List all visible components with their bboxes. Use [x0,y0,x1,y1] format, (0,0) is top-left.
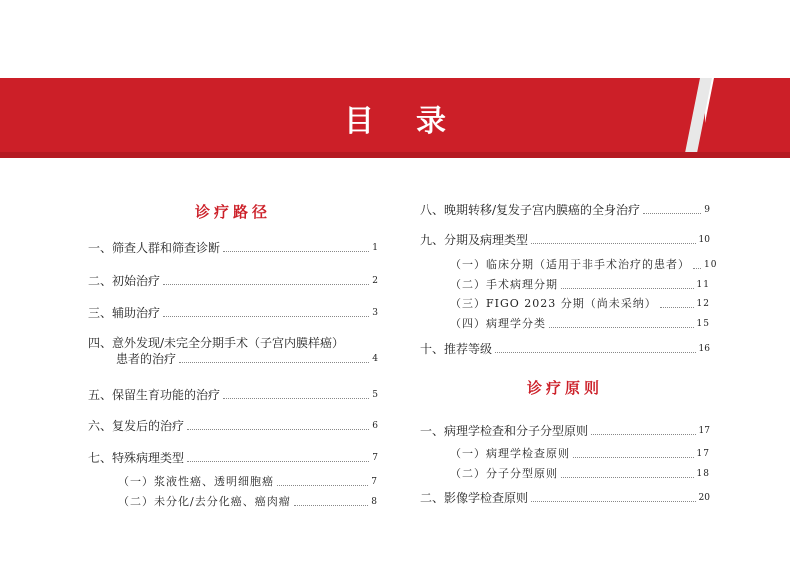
dot-leader [163,284,369,285]
dot-leader [294,505,369,506]
toc-subentry[interactable]: （一）临床分期（适用于非手术治疗的患者） 10 [450,258,718,271]
toc-subentry[interactable]: （三）FIGO 2023 分期（尚未采纳） 12 [450,297,710,310]
toc-entry[interactable]: 十、推荐等级 16 [420,342,710,356]
title-banner [0,78,790,158]
page-title: 目录 [344,104,488,139]
page-number: 16 [698,344,710,354]
toc-subentry[interactable]: （二）分子分型原则 18 [450,467,710,480]
page-number: 10 [704,260,718,270]
toc-subentry[interactable]: （四）病理学分类 15 [450,317,710,330]
dot-leader [495,352,696,353]
page-number: 4 [372,354,378,364]
toc-entry[interactable]: 二、影像学检查原则 20 [420,491,710,505]
page-number: 6 [372,421,378,431]
page-number: 17 [696,449,710,459]
toc-entry[interactable]: 一、病理学检查和分子分型原则 17 [420,424,710,438]
page-number: 11 [696,280,710,290]
page-number: 9 [704,205,710,215]
page-number: 12 [696,299,710,309]
dot-leader [163,316,369,317]
section-heading-principles: 诊疗原则 [526,379,603,397]
page-number: 5 [372,390,378,400]
dot-leader [573,457,694,458]
toc-entry[interactable]: 四、意外发现/未完全分期手术（子宫内膜样癌） 患者的治疗 4 [88,336,378,366]
page-number: 7 [371,477,378,487]
page-number: 1 [372,243,378,253]
dot-leader [187,429,369,430]
page-number: 7 [372,453,378,463]
toc-entry[interactable]: 一、筛查人群和筛查诊断 1 [88,241,378,255]
dot-leader [187,461,369,462]
dot-leader [591,434,696,435]
toc-entry[interactable]: 七、特殊病理类型 7 [88,451,378,465]
page-number: 20 [698,493,710,503]
dot-leader [693,268,701,269]
page-number: 15 [696,319,710,329]
page-number: 8 [371,497,378,507]
toc-entry[interactable]: 二、初始治疗 2 [88,274,378,288]
toc-subentry[interactable]: （二）手术病理分期 11 [450,278,710,291]
dot-leader [223,398,369,399]
dot-leader [549,327,694,328]
page-number: 18 [696,469,710,479]
dot-leader [179,362,369,363]
dot-leader [561,477,694,478]
toc-subentry[interactable]: （一）浆液性癌、透明细胞癌 7 [118,475,378,488]
dot-leader [660,307,694,308]
dot-leader [561,288,694,289]
toc-entry[interactable]: 五、保留生育功能的治疗 5 [88,388,378,402]
page-number: 10 [698,235,710,245]
dot-leader [223,251,369,252]
page-number: 2 [372,276,378,286]
dot-leader [531,501,696,502]
toc-subentry[interactable]: （一）病理学检查原则 17 [450,447,710,460]
toc-subentry[interactable]: （二）未分化/去分化癌、癌肉瘤 8 [118,495,378,508]
toc-entry[interactable]: 八、晚期转移/复发子宫内膜癌的全身治疗 9 [420,203,710,217]
dot-leader [643,213,701,214]
dot-leader [277,485,368,486]
toc-entry[interactable]: 六、复发后的治疗 6 [88,419,378,433]
toc-entry[interactable]: 三、辅助治疗 3 [88,306,378,320]
page-number: 17 [698,426,710,436]
section-heading-pathways: 诊疗路径 [194,203,271,221]
dot-leader [531,243,696,244]
toc-entry[interactable]: 九、分期及病理类型 10 [420,233,710,247]
page-number: 3 [372,308,378,318]
